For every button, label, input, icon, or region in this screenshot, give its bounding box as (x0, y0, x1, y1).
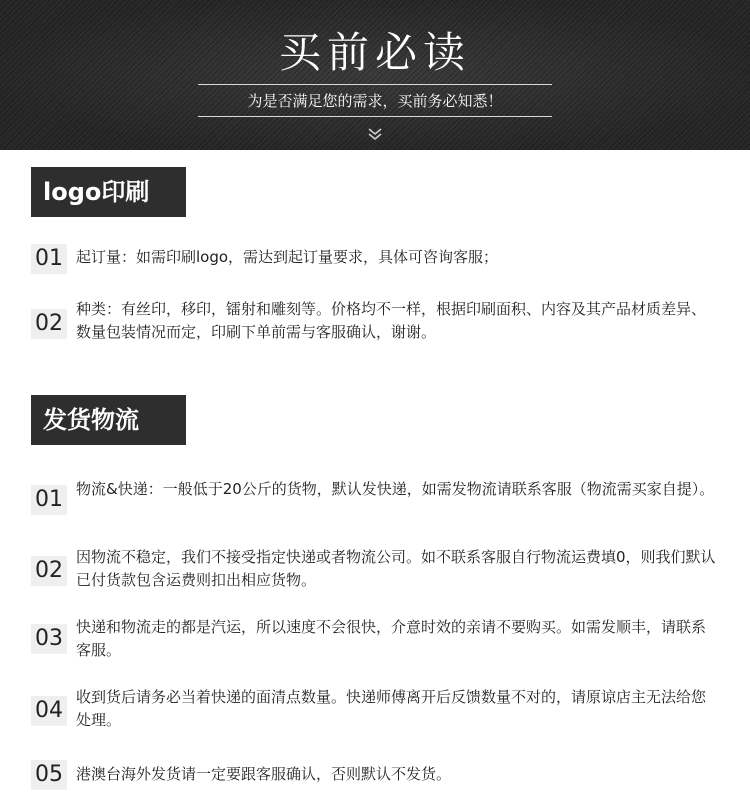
header-banner (0, 0, 750, 150)
page-title: 买前必读 (278, 28, 471, 77)
page-subtitle: 为是否满足您的需求，买前务必知悉！ (247, 92, 503, 110)
item-number: 02 (31, 556, 67, 586)
section-header-logo-print: logo印刷 (31, 167, 186, 217)
item-text: 收到货后请务必当着快递的面清点数量。快递师傅离开后反馈数量不对的，请原谅店主无法给您处理。 (76, 688, 707, 729)
item-number: 05 (31, 760, 67, 790)
section-header-shipping: 发货物流 (31, 395, 186, 445)
item-text: 港澳台海外发货请一定要跟客服确认，否则默认不发货。 (76, 765, 452, 783)
chevron-down-icon (364, 126, 386, 142)
item-number: 04 (31, 696, 67, 726)
item-number: 02 (31, 309, 67, 339)
divider-top (198, 84, 552, 85)
item-text: 起订量：如需印刷logo，需达到起订量要求，具体可咨询客服； (76, 248, 499, 266)
item-number: 03 (31, 624, 67, 654)
item-number: 01 (31, 485, 67, 515)
item-number: 01 (31, 244, 67, 274)
item-text: 物流&快递：一般低于20公斤的货物，默认发快递，如需发物流请联系客服（物流需买家自提）。 (76, 480, 715, 498)
item-text: 因物流不稳定，我们不接受指定快递或者物流公司。如不联系客服自行物流运费填0，则我们默认已付货款包含运费则扣出相应货物。 (76, 548, 716, 589)
item-text: 种类：有丝印，移印，镭射和雕刻等。价格均不一样，根据印刷面积、内容及其产品材质差异、数量包装情况而定，印刷下单前需与客服确认，谢谢。 (76, 300, 707, 341)
divider-bottom (198, 116, 552, 117)
item-text: 快递和物流走的都是汽运，所以速度不会很快，介意时效的亲请不要购买。如需发顺丰，请联系客服。 (76, 618, 707, 659)
